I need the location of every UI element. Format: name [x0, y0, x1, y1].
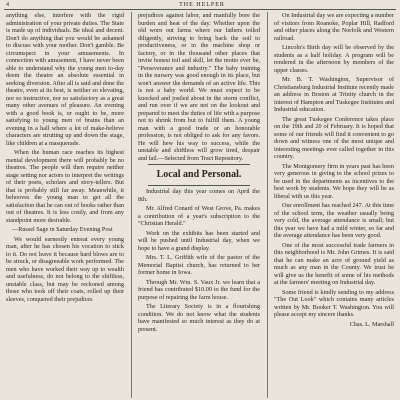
column-2	[138, 12, 260, 398]
signature: Chas. L. Marshall	[349, 320, 394, 328]
paragraph: We would earnestly entreat every young man, after he has chosen his vocation to stick to it. Do not leave it because hard blows are to be struck, or disagreeable work performed. The men who have worked their way up to wealth and usefulness, do not belong to the shiftless, unstable class, but may be reckoned among those who took off their coats, rolled up their sleeves, conquered their prejudices	[6, 235, 124, 303]
paragraph: Work on the exhibits has been started and will be pushed until Industrial day, when we hope to have a grand display.	[138, 229, 260, 252]
paragraph: Mr. Alfred Conard of West Grove, Pa. makes a contribution of a year's subscription to the "Christian Herald."	[138, 205, 260, 227]
paragraph: The Montgomery firm in years past has been very generous in giving to the school prizes to be used in the departments as incentives to the best work by students. We hope they will be as liberal with us this year.	[274, 162, 394, 200]
paragraph: Our enrollment has reached 247. At this time of the school term, the weather usually being very cold, the average attendance is small; but this year we have had a mild winter, so far and the average attendance has been very good.	[274, 202, 394, 239]
paragraph: On Industrial day we are expecting a number of visitors from Roanoke, Poplar Hill, Radford and other places along the Norfolk and Western railroad.	[274, 12, 394, 42]
column-1	[6, 12, 124, 398]
paragraph: When the human race reaches its highest mental development there will probably be no theatres. The people will then require neither stage setting nor actors to interpret the writings of their poets, scholars and story-tellers. But that is probably still far away. Meanwhile, it behooves the young man to get all the satisfaction that he can out of books rather than out of theatres. It is less costly, and from any standpoint more desirable.	[6, 149, 124, 224]
attribution: —Russel Sage in Saturday Evening Post	[12, 226, 113, 233]
paragraph: Some friend is kindly sending to my address "The Out Look" which contains many articles written by Mr. Booker T. Washington. You will please accept my sincere thanks.	[274, 288, 394, 318]
paragraph: prejudices against labor, and manfully bore the burden and heat of the day. Whether upon the old worn out farms where our fathers toiled diligently, striving to bring back the soil to productiveness, or in the machine shop or factory, or in the thousand other places that invite honest toil and skill, let the motto ever be, "Perseverance and industry." The baby training in the nursery was good enough in its place, but won't answer the demands of an active life. This is not a baby world. We must expect to be knocked and jostled about in the storm conflict, and run over if we are not on the lookout and prepared to meet the duties of life with a purpose not to shrink from but to fulfill them. A young man with a good trade or an honorable profession, is not obliged to ask for any favors. He will hew his way to success, while the unstable and shiftless will grow tired, despair and fail.—Selected from Tract Repository.	[138, 12, 260, 162]
paragraph: The great Tuskegee Conference takes place on the 19th and 20 of February. It is hoped that some of our friends will find it convenient to go down and witness one of the most unique and interesting meetings ever called together in this country.	[274, 115, 394, 160]
paragraph: Mrs. T. L. Griffith wife of the pastor of the Memorial Baptist church, has returned to her former home in Iowa.	[138, 254, 260, 276]
paragraph: Industrial day this year comes on April the 8th.	[138, 188, 260, 203]
paragraph: Mr. B. T. Washington, Supervisor of Christiansburg Industrial Institute recently made an address in Boston at Trinity church in the interest of Hampton and Tuskegee Institutes and Industrial education.	[274, 76, 394, 113]
section-rule	[148, 164, 250, 165]
paragraph: Through Mr. Wm. S. Vaux Jr. we learn that a friend has contributed $10.00 to the fund for the purpose of repairing the farm house.	[138, 278, 260, 301]
paragraph: anything else, interfere with the rigid administration of your private duties. The State is made up of individuals. Be ideal and decent. Don't do anything that you would be ashamed to discuss with your mother. Don't gamble. Be circumspect in your amusements. In connection with amusement, I have never been able to understand why the young men to-day deem the theatre an absolute essential in seeking diversion. After all is said and done the theatre, even at its best, is neither so elevating, nor so instructive, nor so satisfactory as a great many other avenues of pleasure. An evening with a good book is, or ought to be, more satisfying to young men of brains than an evening in a hall where a lot of make-believe characters are strutting up and down the stage, like children at a masquerade.	[6, 12, 124, 147]
page-number: 4	[6, 2, 10, 8]
paragraph: The Literary Society is in a flourishing condition. We do not know what the students have manifested so much interest as they do at present.	[138, 303, 260, 333]
masthead	[6, 1, 394, 9]
top-rule	[4, 9, 396, 10]
newspaper-title: THE HELPER	[179, 2, 225, 8]
column-divider	[131, 12, 132, 398]
column-divider	[267, 12, 268, 398]
section-heading: Local and Personal.	[156, 169, 242, 180]
paragraph: Lincoln's Birth day will be observed by the students as a half holiday. A program will be rendered in the afternoon by members of the upper classes.	[274, 44, 394, 74]
section-rule	[148, 185, 250, 186]
column-3	[274, 12, 394, 398]
paragraph: One of the most successful trade farmers in this neighborhood is Mr. John Grimes. It is said that he can make an acre of ground yield as much as any man in the County. We trust he will give us the benefit of some of his methods at the farmers' meeting on Industrial day.	[274, 241, 394, 286]
